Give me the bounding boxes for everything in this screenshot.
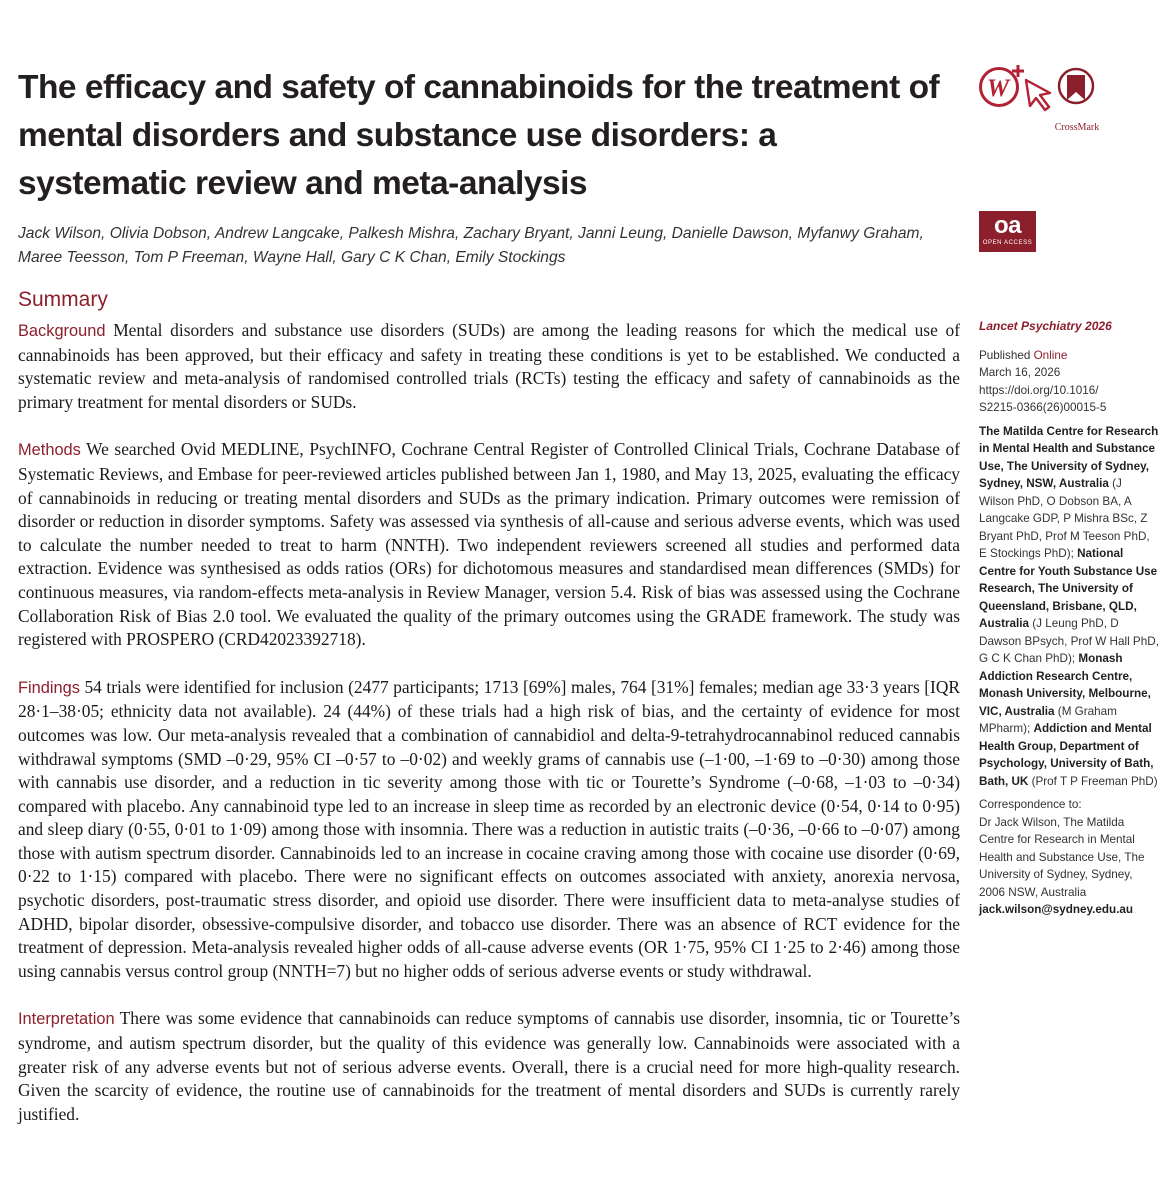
interpretation-paragraph [18, 1007, 960, 1126]
published-prefix: Published [979, 348, 1034, 362]
doi-link-line2[interactable]: S2215-0366(26)00015-5 [979, 401, 1107, 414]
interpretation-text: There was some evidence that cannabinoids can reduce symptoms of cannabis use disorder, insomnia, tic or Tourette’s syndrome, and autism spectrum disorder, but the quality of this evidence was generally low. Cannabinoids were associated with a greater risk of any adverse events but not of serious adverse events. Overall, there is a crucial need for more high-quality research. Given the scarcity of evidence, the routine use of cannabinoids for the treatment of mental disorders and SUDs is currently rarely justified. [18, 1008, 960, 1124]
correspondence [979, 796, 1159, 919]
journal-name: Lancet Psychiatry 2026 [979, 319, 1112, 333]
icons-svg [974, 60, 1169, 135]
published-online: Online [1033, 348, 1068, 362]
findings-label: Findings [18, 678, 80, 697]
article-title: The efficacy and safety of cannabinoids for the treatment of mental disorders and substance use disorders: a systematic review and meta-analysis [18, 69, 940, 202]
published-date: March 16, 2026 [979, 366, 1061, 379]
sidebar [979, 318, 1159, 919]
background-label: Background [18, 322, 106, 340]
affiliation-1-people: (J Wilson PhD, O Dobson BA, A Langcake GDP, P Mishra BSc, Z Bryant PhD, Prof M Teeson PhD, E Stockings PhD); [979, 477, 1150, 560]
affiliation-2-people: (J Leung PhD, D Dawson BPsych, Prof W Hall PhD, G C K Chan PhD); [979, 617, 1159, 665]
crossmark-label: CrossMark [1054, 122, 1100, 133]
correspondence-email[interactable]: jack.wilson@sydney.edu.au [979, 903, 1134, 916]
publication-info [979, 347, 1159, 417]
doi-link-line1[interactable]: https://doi.org/10.1016/ [979, 383, 1099, 397]
open-access-badge[interactable] [979, 211, 1036, 252]
methods-paragraph [18, 438, 960, 651]
oa-badge-text: oa [993, 212, 1021, 239]
methods-text: We searched Ovid MEDLINE, PsychINFO, Cochrane Central Register of Controlled Clinical Trials, Cochrane Database of Systematic Reviews, and Embase for peer-reviewed articles published between Jan 1, 1980, and May 13, 2025, evaluating the efficacy of cannabinoids in reducing or treating mental disorders and SUDs as the primary indication. Primary outcomes were remission of disorder or reduction in disorder symptoms. Safety was assessed via synthesis of all-cause and serious adverse events, which was used to calculate the number needed to treat to harm (NNTH). Two independent reviewers screened all studies and performed data extraction. Evidence was synthesised as odds ratios (ORs) for dichotomous measures and standardised mean differences (SMDs) for continuous measures, via random-effects meta-analysis in Review Manager, version 5.4. Risk of bias was assessed using the Cochrane Collaboration Risk of Bias 2.0 tool. We evaluated the quality of the primary outcomes using the GRADE framework. The study was registered with PROSPERO (CRD42023392718). [18, 439, 960, 650]
correspondence-address: Dr Jack Wilson, The Matilda Centre for Research in Mental Health and Substance Use, The University of Sydney, Sydney, 2006 NSW, Australia [979, 815, 1145, 899]
svg-text:W: W [986, 75, 1010, 102]
affiliation-1-name: The Matilda Centre for Research in Mental Health and Substance Use, The University of Sydney, Sydney, NSW, Australia [979, 424, 1159, 490]
affiliations [979, 423, 1159, 791]
crossmark-icon[interactable] [1055, 69, 1099, 133]
affiliation-3-people: (M Graham MPharm); [979, 704, 1117, 735]
methods-label: Methods [18, 441, 81, 460]
article-icons [974, 60, 1169, 135]
interpretation-label: Interpretation [18, 1010, 115, 1029]
findings-text: 54 trials were identified for inclusion (2477 participants; 1713 [69%] males, 764 [31%] females; median age 33·3 years [IQR 28·1–38·05; ethnicity data not available). 24 (44%) of these trials had a high risk of bias, and the certainty of evidence for most outcomes was low. Our meta-analysis revealed that a combination of cannabidiol and delta-9-tetrahydrocannabinol reduced cannabis withdrawal symptoms (SMD –0·29, 95% CI –0·57 to –0·02) and weekly grams of cannabis use (–1·00, –1·69 to –0·30) among those with cannabis use disorder, and a reduction in tic severity among those with tic or Tourette’s Syndrome (–0·68, –1·03 to –0·34) compared with placebo. Any cannabinoid type led to an increase in sleep time as recorded by an electronic device (0·54, 0·14 to 0·95) and sleep diary (0·55, 0·01 to 1·09) among those with insomnia. There was a reduction in autistic traits (–0·36, –0·66 to –0·07) among those with autism spectrum disorder. Cannabinoids led to an increase in cocaine craving among those with cocaine use disorder (0·69, 0·22 to 1·15) compared with placebo. There were no significant effects on outcomes associated with anxiety, anorexia nervosa, psychotic disorders, post-traumatic stress disorder, and opioid use disorder. There were insufficient data to meta-analyse studies of ADHD, bipolar disorder, obsessive-compulsive disorder, and tobacco use disorder. There was an absence of RCT evidence for the treatment of depression. Meta-analysis revealed higher odds of all-cause adverse events (OR 1·75, 95% CI 1·25 to 2·46) among those using cannabis versus control group (NNTH=7) but no higher odds of serious adverse events or study withdrawal. [18, 676, 960, 981]
affiliation-3-name: Monash Addiction Research Centre, Monash University, Melbourne, VIC, Australia [979, 652, 1151, 718]
affiliation-4-name: Addiction and Mental Health Group, Department of Psychology, University of Bath, Bath, UK [979, 722, 1154, 788]
findings-paragraph [18, 676, 960, 984]
background-paragraph [18, 319, 960, 414]
cursor-arrow-icon[interactable] [1026, 80, 1050, 110]
summary-body [18, 319, 960, 1150]
affiliation-2-name: National Centre for Youth Substance Use Research, The University of Queensland, Brisbane, QLD, Australia [979, 547, 1158, 630]
background-text: Mental disorders and substance use disorders (SUDs) are among the leading reasons for which the medical use of cannabinoids has been approved, but their efficacy and safety in treating these conditions is yet to be established. We conducted a systematic review and meta-analysis of randomised controlled trials (RCTs) testing the efficacy and safety of cannabinoids as the primary treatment for mental disorders or SUDs. [18, 320, 960, 412]
summary-heading: Summary [18, 288, 108, 311]
oa-badge-subtext: OPEN ACCESS [982, 240, 1033, 246]
affiliation-4-people: (Prof T P Freeman PhD) [1028, 774, 1158, 788]
correspondence-label: Correspondence to: [979, 798, 1082, 811]
author-list: Jack Wilson, Olivia Dobson, Andrew Langcake, Palkesh Mishra, Zachary Bryant, Janni Leung, Danielle Dawson, Myfanwy Graham, Maree Teesson, Tom P Freeman, Wayne Hall, Gary C K Chan, Emily Stockings [18, 225, 924, 266]
w-plus-icon[interactable] [981, 65, 1025, 106]
